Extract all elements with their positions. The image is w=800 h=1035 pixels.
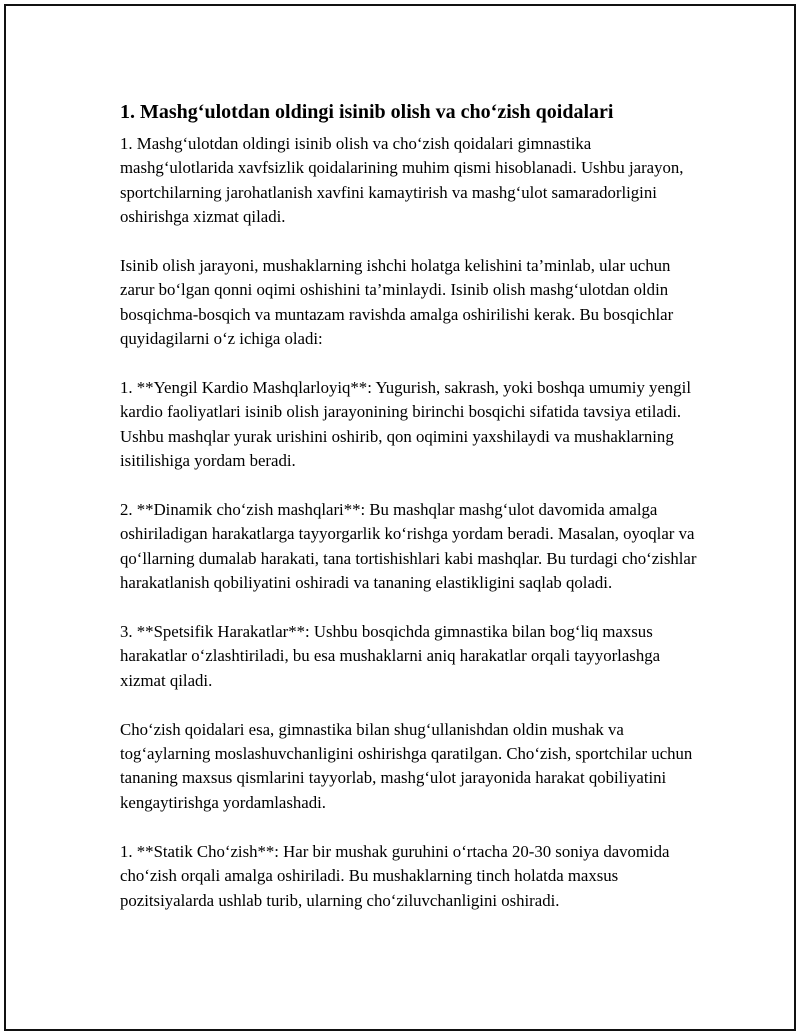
paragraph-dynamic-stretch: 2. **Dinamik cho‘zish mashqlari**: Bu mashqlar mashg‘ulot davomida amalga oshiriladigan harakatlarga tayyorgarlik ko‘rishga yordam beradi. Masalan, oyoqlar va qo‘llarning dumalab harakati, tana tortishishlari kabi mashqlar. Bu turdagi cho‘zishlar harakatlanish qobiliyatini oshiradi va tananing elastikligini saqlab qoladi. <box>120 500 697 593</box>
page-frame <box>4 4 796 1031</box>
paragraph-cardio: 1. **Yengil Kardio Mashqlarloyiq**: Yugurish, sakrash, yoki boshqa umumiy yengil kardio faoliyatlari isinib olish jarayonining birinchi bosqichi sifatida tavsiya etiladi. Ushbu mashqlar yurak urishini oshirib, qon oqimini yaxshilaydi va mushaklarning isitilishiga yordam beradi. <box>120 378 691 471</box>
paragraph-specific-moves: 3. **Spetsifik Harakatlar**: Ushbu bosqichda gimnastika bilan bog‘liq maxsus harakatlar o‘zlashtiriladi, bu esa mushaklarni aniq harakatlar orqali tayyorlashga xizmat qiladi. <box>120 622 661 690</box>
paragraph-static-stretch: 1. **Statik Cho‘zish**: Har bir mushak guruhini o‘rtacha 20-30 soniya davomida cho‘zish orqali amalga oshiriladi. Bu mushaklarning tinch holatda maxsus pozitsiyalarda ushlab turib, ularning cho‘ziluvchanligini oshiradi. <box>120 841 670 910</box>
document-body <box>120 98 700 937</box>
paragraph-intro: 1. Mashg‘ulotdan oldingi isinib olish va cho‘zish qoidalari gimnastika mashg‘ulotlarida xavfsizlik qoidalarining muhim qismi hisoblanadi. Ushbu jarayon, sportchilarning jarohatlanish xavfini kamaytirish va mashg‘ulot samaradorligini oshirishga xizmat qiladi. <box>120 134 684 227</box>
paragraph-warmup: Isinib olish jarayoni, mushaklarning ishchi holatga kelishini ta’minlab, ular uchun zarur bo‘lgan qonni oqimi oshishini ta’minlaydi. Isinib olish mashg‘ulotdan oldin bosqichma-bosqich va muntazam ravishda amalga oshirilishi kerak. Bu bosqichlar quyidagilarni o‘z ichiga oladi: <box>120 256 674 349</box>
page-title: 1. Mashg‘ulotdan oldingi isinib olish va cho‘zish qoidalari <box>120 101 614 123</box>
paragraph-stretch-rules: Cho‘zish qoidalari esa, gimnastika bilan shug‘ullanishdan oldin mushak va tog‘aylarning moslashuvchanligini oshirishga qaratilgan. Cho‘zish, sportchilar uchun tananing maxsus qismlarini tayyorlab, mashg‘ulot jarayonida harakat qobiliyatini kengaytirishga yordamlashadi. <box>120 719 693 812</box>
